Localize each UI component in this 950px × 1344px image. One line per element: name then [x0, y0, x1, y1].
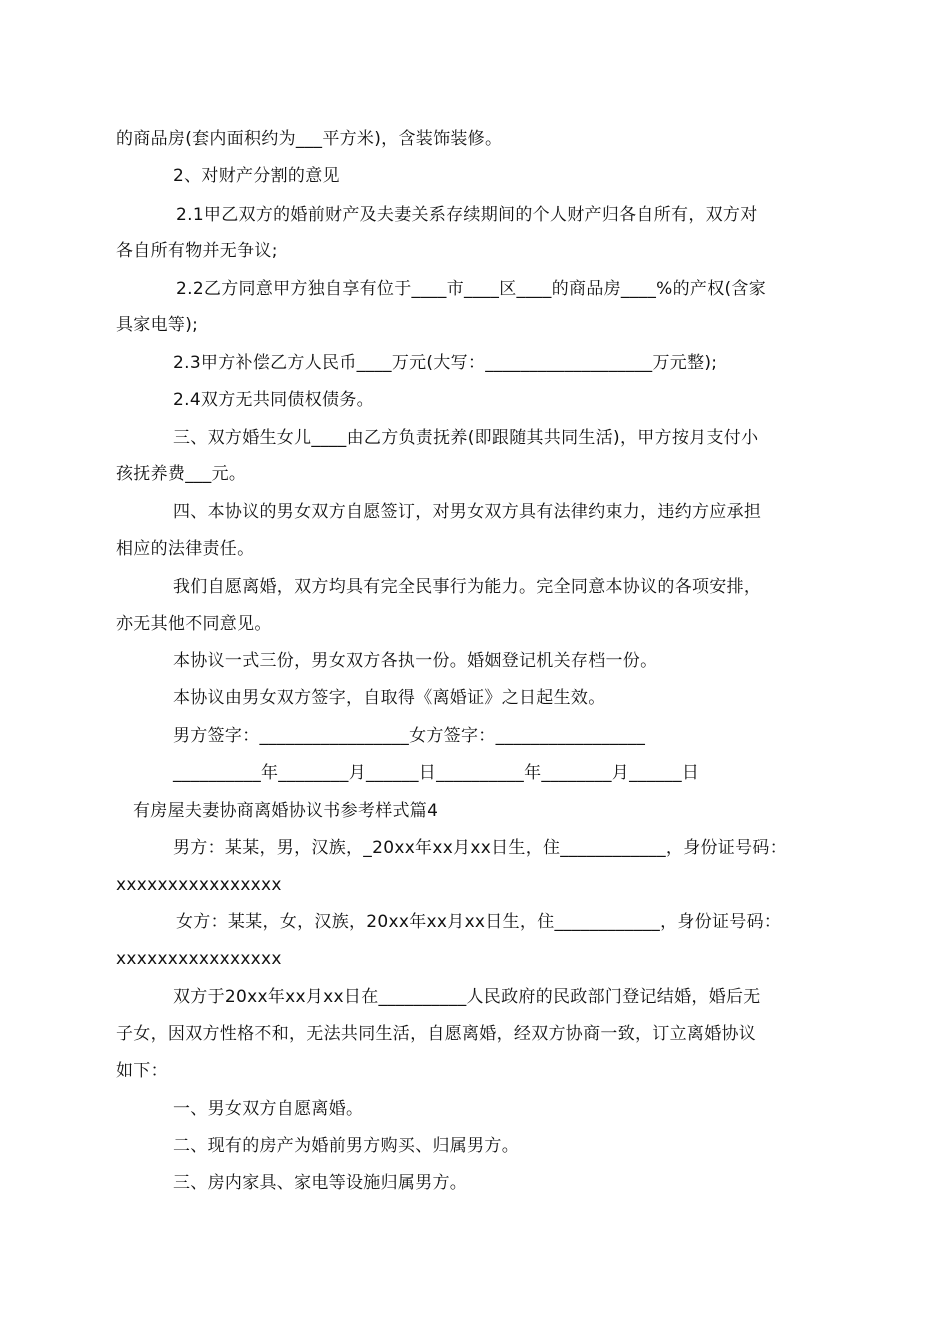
text-line: 2.3甲方补偿乙方人民币____万元(大写：___________________万元整);: [173, 353, 718, 373]
text-line: 我们自愿离婚，双方均具有完全民事行为能力。完全同意本协议的各项安排，: [173, 577, 762, 597]
section-heading: 2、对财产分割的意见: [173, 166, 340, 186]
text-line: 本协议由男女双方签字，自取得《离婚证》之日起生效。: [173, 688, 606, 708]
text-line: 四、本协议的男女双方自愿签订，对男女双方具有法律约束力，违约方应承担: [173, 502, 762, 522]
text-line: 二、现有的房产为婚前男方购买、归属男方。: [173, 1136, 519, 1156]
text-line: 2.1甲乙双方的婚前财产及夫妻关系存续期间的个人财产归各自所有，双方对: [176, 205, 758, 225]
text-line: 亦无其他不同意见。: [116, 614, 272, 634]
text-line: 如下：: [116, 1061, 168, 1081]
text-line: 2.2乙方同意甲方独自享有位于____市____区____的商品房____%的产权(含家: [176, 279, 767, 299]
text-line: xxxxxxxxxxxxxxxx: [116, 875, 282, 895]
text-line: 双方于20xx年xx月xx日在__________人民政府的民政部门登记结婚，婚后无: [173, 987, 761, 1007]
date-line: __________年________月______日__________年________月______日: [173, 763, 700, 783]
text-line: 一、男女双方自愿离婚。: [173, 1099, 364, 1119]
text-line: 男方：某某，男，汉族，_20xx年xx月xx日生，住____________，身份证号码：: [173, 838, 787, 858]
text-line: 女方：某某，女，汉族，20xx年xx月xx日生，住____________，身份证号码：: [176, 912, 782, 932]
text-line: 三、房内家具、家电等设施归属男方。: [173, 1173, 468, 1193]
text-line: 2.4双方无共同债权债务。: [173, 390, 374, 410]
text-line: 本协议一式三份，男女双方各执一份。婚姻登记机关存档一份。: [173, 651, 658, 671]
section-title: 有房屋夫妻协商离婚协议书参考样式篇4: [133, 801, 439, 821]
text-line: 具家电等);: [116, 315, 199, 335]
text-line: 的商品房(套内面积约为___平方米)，含装饰装修。: [116, 129, 503, 149]
text-line: 各自所有物并无争议;: [116, 241, 278, 261]
text-line: 孩抚养费___元。: [116, 464, 247, 484]
text-line: 子女，因双方性格不和，无法共同生活，自愿离婚，经双方协商一致，订立离婚协议: [116, 1024, 757, 1044]
signature-line: 男方签字：_________________女方签字：_________________: [173, 726, 646, 746]
text-line: xxxxxxxxxxxxxxxx: [116, 949, 282, 969]
text-line: 三、双方婚生女儿____由乙方负责抚养(即跟随其共同生活)，甲方按月支付小: [173, 428, 759, 448]
text-line: 相应的法律责任。: [116, 539, 255, 559]
